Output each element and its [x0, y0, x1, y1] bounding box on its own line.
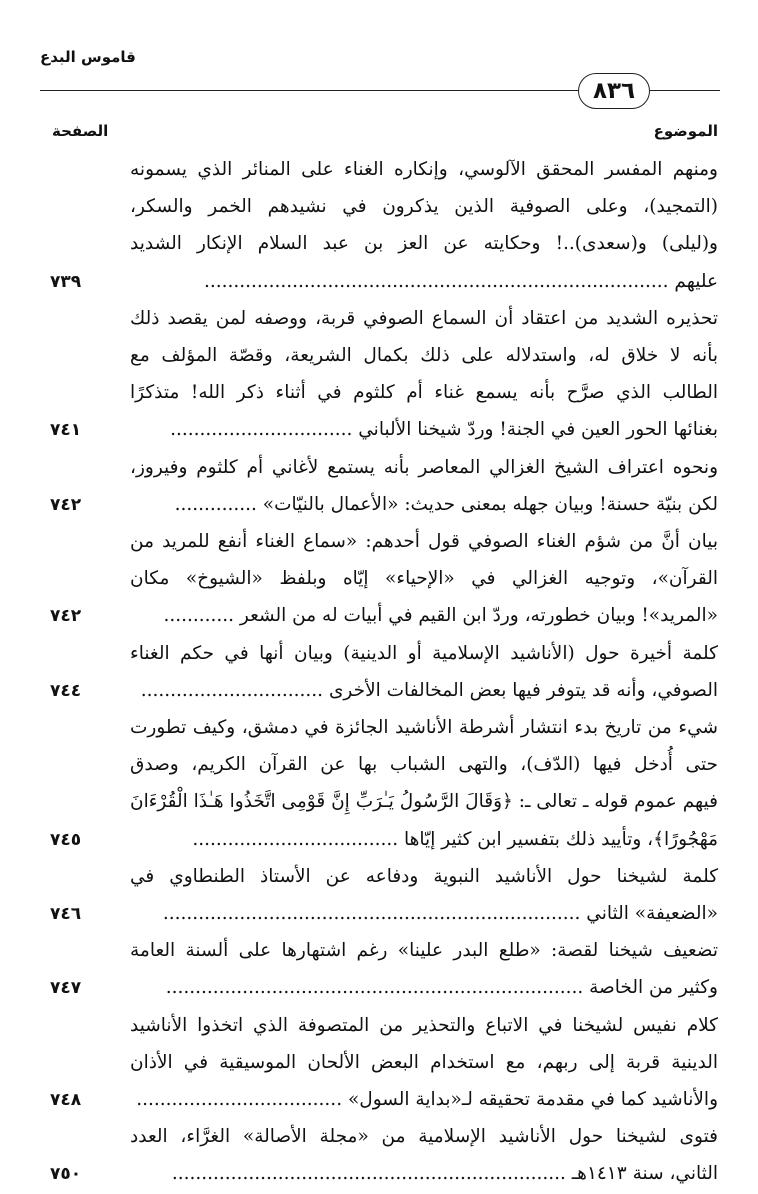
toc-page-ref: ٧٤٢ [50, 494, 82, 515]
toc-entry-line: و(ليلى) و(سعدى)..! وحكايته عن العز بن عبد السلام الإنكار الشديد [130, 233, 718, 255]
toc-entry-line: تحذيره الشديد من اعتقاد أن السماع الصوفي قربة، ووصفه لمن يقصد ذلك [130, 307, 718, 329]
toc-page-ref: ٧٤٤ [50, 680, 82, 701]
toc-entry [0, 710, 758, 859]
toc-page-ref: ٧٤٨ [50, 1089, 82, 1110]
toc-entry-last-line: «الضعيفة» الثاني ....................................................................... [162, 902, 718, 924]
toc-page-ref: ٧٤١ [50, 420, 82, 441]
toc-entry-last-line: الصوفي، وأنه قد يتوفر فيها بعض المخالفات الأخرى ............................... [140, 679, 718, 701]
toc-entry-last-line: الثاني، سنة ١٤١٣هـ ................................................................... [171, 1163, 718, 1185]
toc-entry-line: ومنهم المفسر المحقق الآلوسي، وإنكاره الغناء على المنائر الذي يسمونه [130, 159, 718, 180]
toc-entry [0, 1119, 758, 1193]
toc-entry-line: حتى أُدخل فيها (الدّف)، والتهى الشباب بها عن القرآن الكريم، وصدق [130, 754, 718, 776]
toc-entry-line: القرآن»، وتوجيه الغزالي في «الإحياء» إيّاه وبلفظ «الشيوخ» مكان [130, 568, 718, 590]
toc-entry [0, 636, 758, 710]
toc-entry-last-line: عليهم ............................................................................... [203, 270, 718, 292]
toc-entry [0, 301, 758, 450]
toc-entry-line: فيهم عموم قوله ـ تعالى ـ: ﴿وَقَالَ الرَّسُولُ يَـٰرَبِّ إِنَّ قَوْمِى اتَّخَذُوا هَـٰذَا الْقُرْءَانَ [130, 791, 718, 813]
toc-entry-last-line: والأناشيد كما في مقدمة تحقيقه لـ«بداية السول» ................................... [136, 1088, 718, 1110]
toc-page-ref: ٧٥٠ [50, 1164, 82, 1185]
toc-entry [0, 450, 758, 524]
toc-page-ref: ٧٣٩ [50, 271, 82, 292]
toc-page-ref: ٧٤٢ [50, 606, 82, 627]
toc-entry [0, 1008, 758, 1120]
toc-page-ref: ٧٤٦ [50, 903, 82, 924]
column-heading-page: الصفحة [52, 122, 109, 140]
toc-entry [0, 524, 758, 636]
toc-entry-line: كلام نفيس لشيخنا في الاتباع والتحذير من المتصوفة الذي اتخذوا الأناشيد [130, 1014, 718, 1036]
toc-entry-last-line: مَهْجُورًا﴾، وتأييد ذلك بتفسير ابن كثير إيّاها ................................... [192, 828, 718, 850]
toc-entry-last-line: وكثير من الخاصة ....................................................................... [165, 977, 718, 999]
toc-entry [0, 859, 758, 933]
toc-page-ref: ٧٤٥ [50, 829, 82, 850]
table-of-contents [0, 152, 758, 1185]
toc-entry-line: فتوى لشيخنا حول الأناشيد الإسلامية من «مجلة الأصالة» الغرَّاء، العدد [130, 1126, 718, 1148]
running-head [40, 48, 708, 74]
toc-entry-last-line: لكن بنيّة حسنة! وبيان جهله بمعنى حديث: «الأعمال بالنيّات» .............. [174, 493, 718, 515]
toc-entry-line: تضعيف شيخنا لقصة: «طلع البدر علينا» رغم اشتهارها على ألسنة العامة [130, 940, 718, 962]
toc-entry-line: (التمجيد)، وعلى الصوفية الذين يذكرون في نشيدهم الخمر والسكر، [130, 196, 718, 218]
toc-entry-line: كلمة لشيخنا حول الأناشيد النبوية ودفاعه عن الأستاذ الطنطاوي في [130, 865, 718, 887]
toc-entry-last-line: بغنائها الحور العين في الجنة! وردّ شيخنا الألباني ............................... [170, 419, 718, 441]
toc-entry [0, 933, 758, 1007]
page-number: ٨٣٦ [578, 73, 650, 109]
toc-entry-line: الطالب الذي صرَّح بأنه يسمع غناء أم كلثوم في أثناء ذكر الله! متذكرًا [130, 382, 718, 404]
toc-entry [0, 152, 758, 301]
toc-entry-line: بيان أنَّ من شؤم الغناء الصوفي قول أحدهم: «سماع الغناء أنفع للمريد من [130, 531, 718, 552]
toc-entry-line: كلمة أخيرة حول (الأناشيد الإسلامية أو الدينية) وبيان أنها في حكم الغناء [130, 642, 718, 664]
book-title: قاموس البدع [40, 48, 136, 66]
toc-page-ref: ٧٤٧ [50, 978, 82, 999]
toc-entry-line: الدينية قربة إلى ربهم، مع استخدام البعض الألحان الموسيقية في الأذان [130, 1051, 718, 1073]
column-heading-topic: الموضوع [653, 122, 718, 140]
toc-entry-line: شيء من تاريخ بدء انتشار أشرطة الأناشيد الجائزة في دمشق، وكيف تطورت [130, 717, 718, 738]
toc-entry-line: ونحوه اعتراف الشيخ الغزالي المعاصر بأنه يستمع لأغاني أم كلثوم وفيروز، [130, 456, 718, 478]
toc-entry-last-line: «المريد»! وبيان خطورته، وردّ ابن القيم في أبيات له من الشعر ............ [163, 605, 718, 627]
toc-entry-line: بأنه لا خلاق له، واستدلاله على ذلك بكمال الشريعة، وقصّة المؤلف مع [130, 344, 718, 366]
